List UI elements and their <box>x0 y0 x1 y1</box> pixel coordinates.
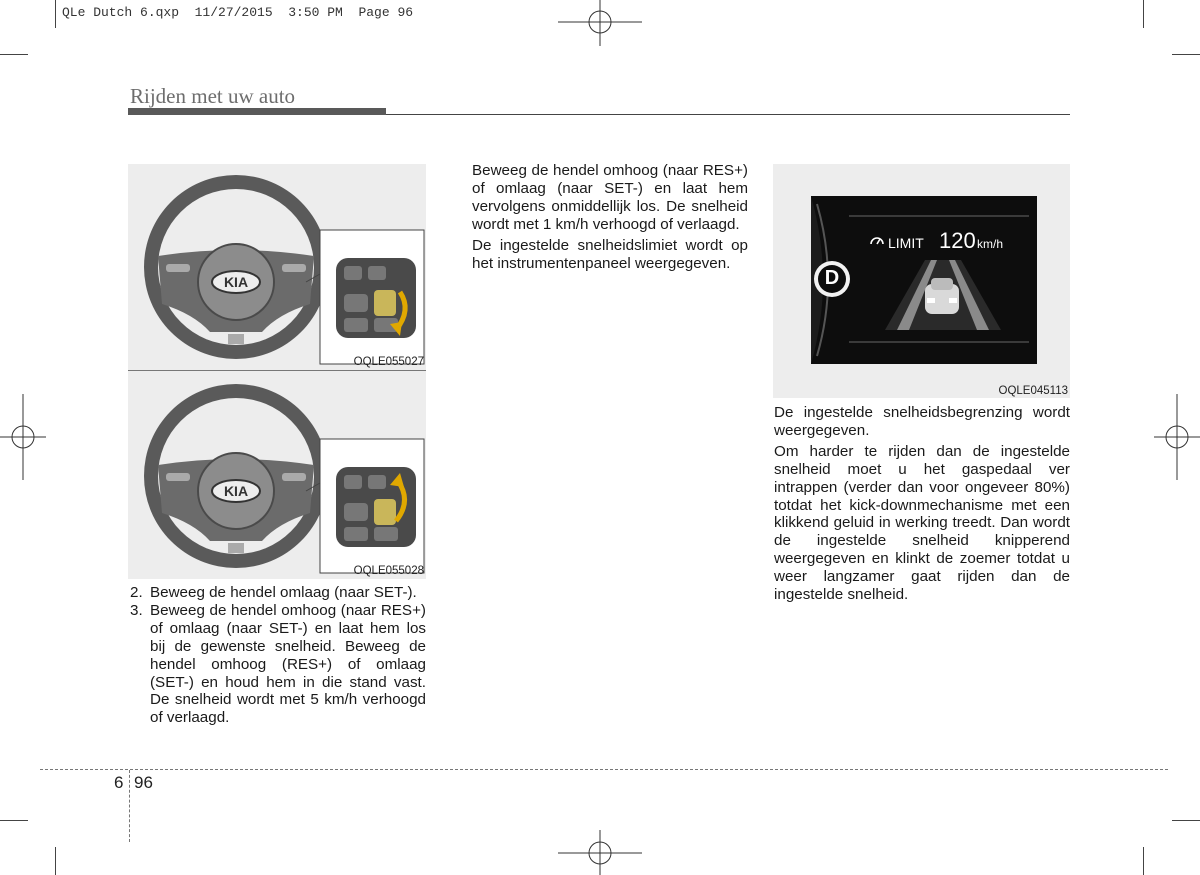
step-text: Beweeg de hendel omlaag (naar SET-). <box>150 584 417 601</box>
registration-mark-right <box>1154 394 1200 480</box>
steering-wheel-figure-2 <box>128 371 426 579</box>
list-item <box>130 584 426 602</box>
speed-unit: km/h <box>977 237 1004 251</box>
paragraph: De ingestelde snelheidsbegrenzing wordt weergegeven. <box>774 404 1070 439</box>
section-title: Rijden met uw auto <box>130 84 296 108</box>
step-text: Beweeg de hendel omhoog (naar RES+) of omlaag (naar SET-) en laat hem los bij de gewenste snelheid. Beweeg de hendel omhoog (RES+) of omlaag (SET-) en houd hem in die stand vast. De snelheid wordt met 5 km/h verhoogd of verlaagd. <box>150 601 426 727</box>
paragraph: Beweeg de hendel omhoog (naar RES+) of omlaag (naar SET-) en laat hem vervolgens onmiddellijk los. De snelheid wordt met 1 km/h verhoogd of verlaagd. <box>472 162 748 233</box>
cluster-display <box>773 164 1070 398</box>
steering-wheel-figure-1 <box>128 164 426 370</box>
figure-code: OQLE055027 <box>353 356 424 368</box>
step-number: 2. <box>130 584 143 601</box>
header-rule-thin <box>386 114 1070 115</box>
page-number: 96 <box>134 773 153 792</box>
svg-text:KIA: KIA <box>223 483 249 499</box>
gear-indicator: D <box>824 267 840 289</box>
paragraph: Om harder te rijden dan de ingestelde snelheid moet u het gaspedaal ver intrappen (verder dan voor ongeveer 80%) totdat het kick-downmechanisme met een klikkend geluid in werking treedt. Dan wordt de ingestelde snelheid knipperend weergegeven en klinkt de zoemer totdat u weer langzamer gaat rijden dan de ingestelde snelheid. <box>774 442 1070 604</box>
speed-value: 120 <box>939 228 976 253</box>
steering-wheel-illustration <box>128 164 426 370</box>
middle-column-text <box>472 162 748 272</box>
registration-mark-bottom <box>558 830 642 875</box>
figure-code: OQLE055028 <box>353 565 424 577</box>
figure-code: OQLE045113 <box>998 385 1068 397</box>
steering-wheel-illustration <box>128 371 426 579</box>
instrument-cluster-figure <box>773 164 1070 398</box>
step-list <box>130 584 426 727</box>
step-number: 3. <box>130 601 143 619</box>
footer-divider <box>129 770 130 842</box>
header-rule-thick <box>128 108 386 115</box>
list-item <box>130 602 426 727</box>
footer-rule <box>40 769 1168 770</box>
chapter-number: 6 <box>114 773 124 792</box>
registration-mark-left <box>0 394 46 480</box>
paragraph: De ingestelde snelheidslimiet wordt op het instrumentenpaneel weergegeven. <box>472 236 748 272</box>
print-slug: QLe Dutch 6.qxp 11/27/2015 3:50 PM Page 96 <box>62 5 414 20</box>
right-column-text <box>774 404 1070 604</box>
registration-mark-top <box>558 0 642 46</box>
svg-text:KIA: KIA <box>223 274 249 290</box>
limit-label: LIMIT <box>888 235 924 251</box>
